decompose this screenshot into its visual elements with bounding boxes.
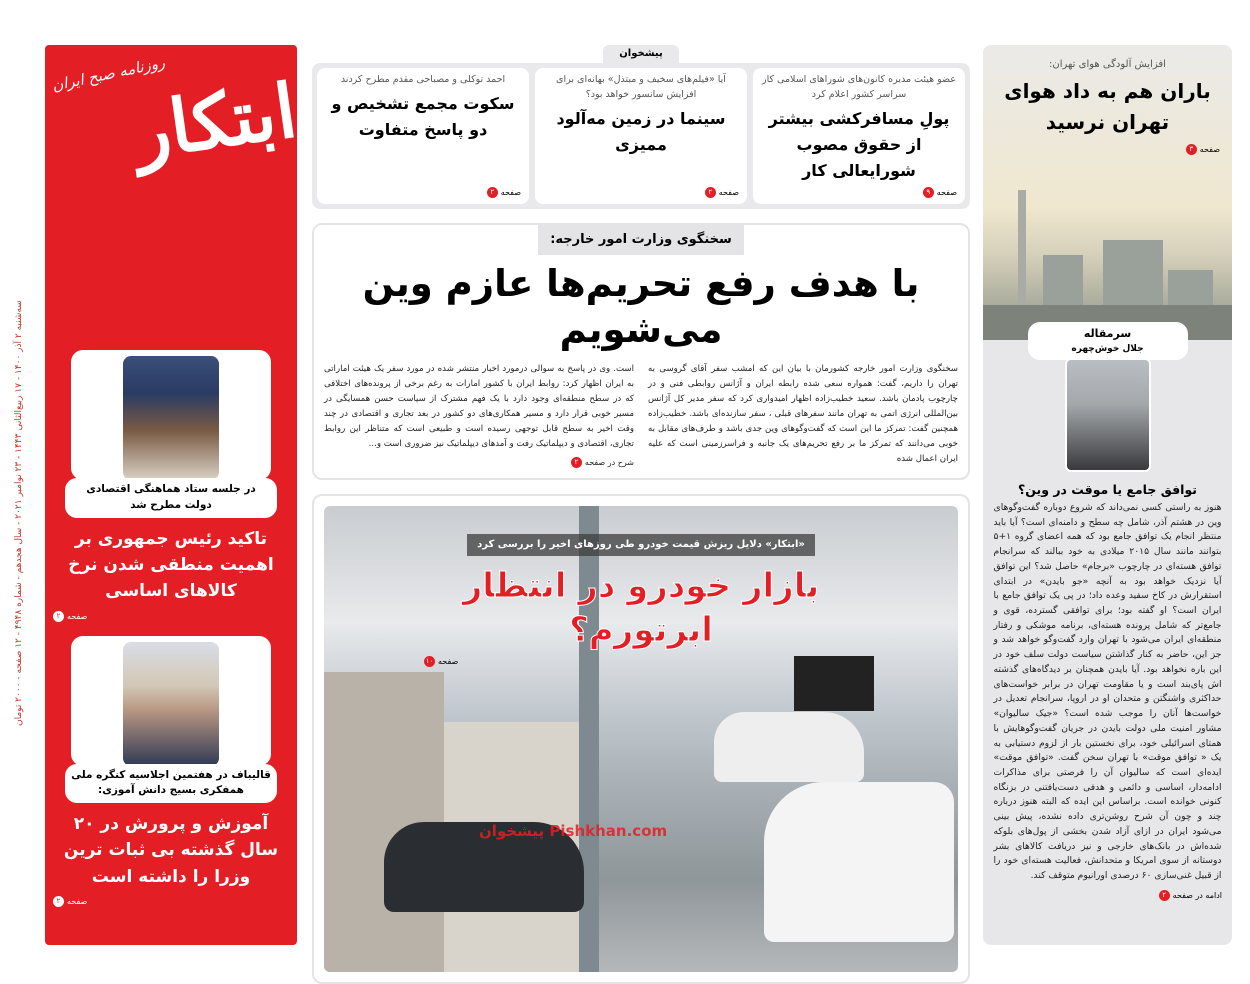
- page-ref[interactable]: [53, 896, 87, 907]
- photo-story-box: [312, 494, 970, 984]
- page-label: صفحه: [718, 188, 739, 198]
- middle-column: [312, 45, 970, 984]
- right-headline[interactable]: باران هم به داد هوای تهران نرسید: [1004, 79, 1211, 134]
- pishkhan-panel: [312, 63, 970, 209]
- logo-name: ابتکار: [129, 68, 303, 176]
- page-number: ۲: [53, 896, 64, 907]
- left-column: [45, 45, 303, 945]
- lead-column-2-wrap: [324, 362, 634, 470]
- lead-story-box: [312, 223, 970, 480]
- page-ref: [543, 183, 739, 198]
- page-number: ۱۰: [425, 657, 434, 666]
- story-headline[interactable]: تاکید رئیس جمهوری بر اهمیت منطقی شدن نرخ کالاهای اساسی: [68, 528, 274, 602]
- story-headline[interactable]: آموزش و پرورش در ۲۰ سال گذشته بی ثبات ترین وزرا را داشته است: [63, 814, 279, 887]
- card-kicker: احمد توکلی و مصباحی مقدم مطرح کردند: [340, 74, 506, 85]
- page-number: ۳: [1186, 144, 1197, 155]
- car-showroom-photo[interactable]: [324, 506, 958, 972]
- author-photo: [1065, 358, 1151, 472]
- continued-ref[interactable]: [324, 456, 634, 470]
- pishkhan-card[interactable]: [317, 68, 529, 204]
- page-ref: [761, 183, 957, 198]
- editorial-author: جلال خوش‌چهره: [1071, 343, 1144, 354]
- story-caption: قالیباف در هفتمین اجلاسیه کنگره ملی همفکری بسیج دانش آموزی:: [65, 764, 277, 804]
- dateline: سه‌شنبه ۲ آذر ۱۴۰۰ - ۱۷ ربیع‌الثانی ۱۴۴۳ - ۲۳ نوامبر ۲۰۲۱ - سال هجدهم - شماره ۴۹۴۸ - ۱۲ صفحه - ۲۰۰۰ تومان: [14, 300, 24, 726]
- right-column: [983, 45, 1232, 945]
- card-kicker: آیا «فیلم‌های سخیف و مبتذل» بهانه‌ای برای افزایش سانسور خواهد بود؟: [556, 74, 726, 101]
- page-ref[interactable]: [53, 611, 87, 622]
- photo-headline[interactable]: بازار خودرو در انتظار ابرتورم؟: [462, 565, 820, 651]
- tehran-skyline-photo[interactable]: [983, 45, 1232, 340]
- card-title: سینما در زمین مه‌آلود ممیزی: [556, 109, 726, 154]
- story-photo-frame: [71, 636, 271, 766]
- page-label: صفحه: [936, 188, 957, 198]
- story-caption: در جلسه ستاد هماهنگی اقتصادی دولت مطرح شد: [65, 478, 277, 518]
- left-story: [45, 636, 297, 908]
- masthead-logo[interactable]: [45, 45, 303, 350]
- page-number: ۲: [705, 187, 716, 198]
- page-label: صفحه: [1199, 145, 1220, 154]
- page-number: ۲: [571, 457, 582, 468]
- lead-column-2: است. وی در پاسخ به سوالی درمورد اخبار منتشر شده در مورد سفر یک هیئت اماراتی به ایران اظهار کرد: روابط ایران با کشور امارات به رغم برخی از پرونده‌های اختلافی که در سطح منطقه‌ای وجود دارد با یک فهم مشترک از سیاست حسن همسایگی در مسیر خوبی قرار دارد و مسیر همکاری‌های دو کشور در بعد تجاری و اقتصادی در چند وقت اخیر به سطح قابل توجهی رسیده است و طبیعی است که متناظر این روابط تجاری، اقتصادی و دیپلماتیک رفت و آمدهای دیپلماتیک نیز ضروری است و...: [324, 363, 634, 449]
- lead-columns: [324, 362, 958, 470]
- page-ref[interactable]: [1186, 144, 1220, 155]
- speaker-photo[interactable]: [123, 642, 219, 766]
- pishkhan-card[interactable]: [535, 68, 747, 204]
- lead-headline[interactable]: با هدف رفع تحریم‌ها عازم وین می‌شویم: [362, 262, 920, 352]
- page-number: ۲: [53, 611, 64, 622]
- lead-column-1: سخنگوی وزارت امور خارجه کشورمان با بیان این که امشب سفر آقای گروسی به تهران را داریم، گفت: همواره سعی شده رابطه ایران و آژانس روابطی فنی و در چارچوب پادمان باشد. سعید خطیب‌زاده اظهار امیدواری کرد که سفر مدیر کل آژانس بین‌المللی انرژی اتمی به تهران مانند سفرهای قبلی ، سفر سازنده‌ای باشد. خطیب‌زاده همچنین گفت: تمرکز ما این است که گفت‌وگوهای وین جدی باشد و طرف‌های مقابل به خوبی می‌دانند که تمرکز ما بر رفع تحریم‌های یک جانبه و فراسرزمینی است که علیه ایران اعمال شده: [648, 363, 958, 464]
- photo-story-text: [424, 534, 858, 667]
- page-number: ۹: [923, 187, 934, 198]
- continued-label: ادامه در صفحه: [1172, 890, 1222, 900]
- continued-ref[interactable]: [1159, 890, 1222, 901]
- lead-kicker: سخنگوی وزارت امور خارجه:: [538, 225, 744, 255]
- page-label: صفحه: [438, 657, 459, 667]
- right-kicker: افزایش آلودگی هوای تهران:: [1049, 59, 1166, 70]
- continued-label: شرح در صفحه: [584, 457, 634, 467]
- page-ref: [325, 183, 521, 198]
- editorial-title[interactable]: توافق جامع یا موقت در وین؟: [1018, 482, 1197, 497]
- card-kicker: عضو هیئت مدیره کانون‌های شوراهای اسلامی کار سراسر کشور اعلام کرد: [762, 74, 956, 101]
- left-story: [45, 350, 297, 622]
- story-photo-frame: [71, 350, 271, 480]
- page-label: صفحه: [67, 611, 88, 621]
- pishkhan-label: پیشخوان: [603, 45, 679, 63]
- editorial-body: هنوز به راستی کسی نمی‌داند که شروع دوباره گفت‌وگوهای وین در هشتم آذر، شامل چه سطح و دامنه‌ای است؟ آیا باید منتظر انجام یک توافق جامع بود که همه اعضای گروه ۱+۵ بتوانند مانند سال ۲۰۱۵ میلادی به خود ببالند که سرانجام توافق هسته‌ای در چارچوب «برجام» حاصل شد؟ این توافق آیا نزدیک خواهد بود به آنچه «جو بایدن» در ابتدای استقرارش در کاخ سفید وعده داد؛ در پی یک توافق جامع با ایران است؟ او گفته بود؛ برای توافقی گسترده، قوی و جامع‌تر که شامل پرونده هسته‌ای، برنامه موشکی و رفتار منطقه‌ای ایران می‌شود با تهران وارد گفت‌وگو خواهد شد و جز این، حاضر به کنار گذاشتن سیاست دولت سلف خود در این باره نخواهد بود. آیا بایدن همچنان بر دیدگاه‌های گذشته اش پای‌بند است و یا مقاومت تهران در برابر خواست‌های حداکثری واشنگتن و متحدان او در اروپا، سرانجام تعدیل در خواست‌ها آنان را موجب شده است؟ «جیک سالیوان» مشاور امنیت ملی دولت بایدن در جریان گفت‌وگوهایش با همتای اسرائیلی خود، برای نخستین بار از لزوم دستیابی به یک « توافق موقت» با تهران سخن گفت. «توافق موقت» ایده‌ای است که سالیوان آن را فرصتی برای مذاکرات ادامه‌دار، اساسی و دائمی و هدفی دست‌یافتنی در بزنگاه کنونی خوانده است. براساس این ایده که البته هنوز درباره چند و چون آن شرح روشن‌تری داده نشده، پیش بینی می‌شود ایران در ازای آزاد شدن بخشی از پول‌های بلوکه شده‌اش در بانک‌های خارجی و نیز دریافت کالاهای بشر دوستانه از سوی امریکا و متحدانش، فعالیت هسته‌ای خود را از قبیل غنی‌سازی ۶۰ درصدی اورانیوم متوقف کند.: [993, 502, 1222, 881]
- white-car: [714, 712, 864, 782]
- page-label: صفحه: [500, 188, 521, 198]
- editorial-section: سرمقاله: [1083, 327, 1132, 340]
- page-label: صفحه: [67, 897, 88, 907]
- card-title: سکوت مجمع تشخیص و دو پاسخ متفاوت: [331, 94, 515, 139]
- page-number: ۲: [1159, 890, 1170, 901]
- page-number: ۲: [487, 187, 498, 198]
- editorial-label: [1028, 322, 1188, 360]
- pishkhan-card[interactable]: [753, 68, 965, 204]
- photo-kicker: «ابتکار» دلایل ریزش قیمت خودرو طی روزهای اخیر را بررسی کرد: [467, 534, 815, 556]
- card-title: پولِ مسافرکشی بیشتر از حقوق مصوب شورایعالی کار: [768, 109, 950, 180]
- white-car: [764, 782, 954, 942]
- logo-tagline: روزنامه صبح ایران: [50, 53, 167, 95]
- pishkhan-section: [312, 45, 970, 209]
- page-ref[interactable]: [424, 656, 458, 667]
- president-photo[interactable]: [123, 356, 219, 480]
- watermark: پیشخوان Pishkhan.com: [479, 821, 668, 840]
